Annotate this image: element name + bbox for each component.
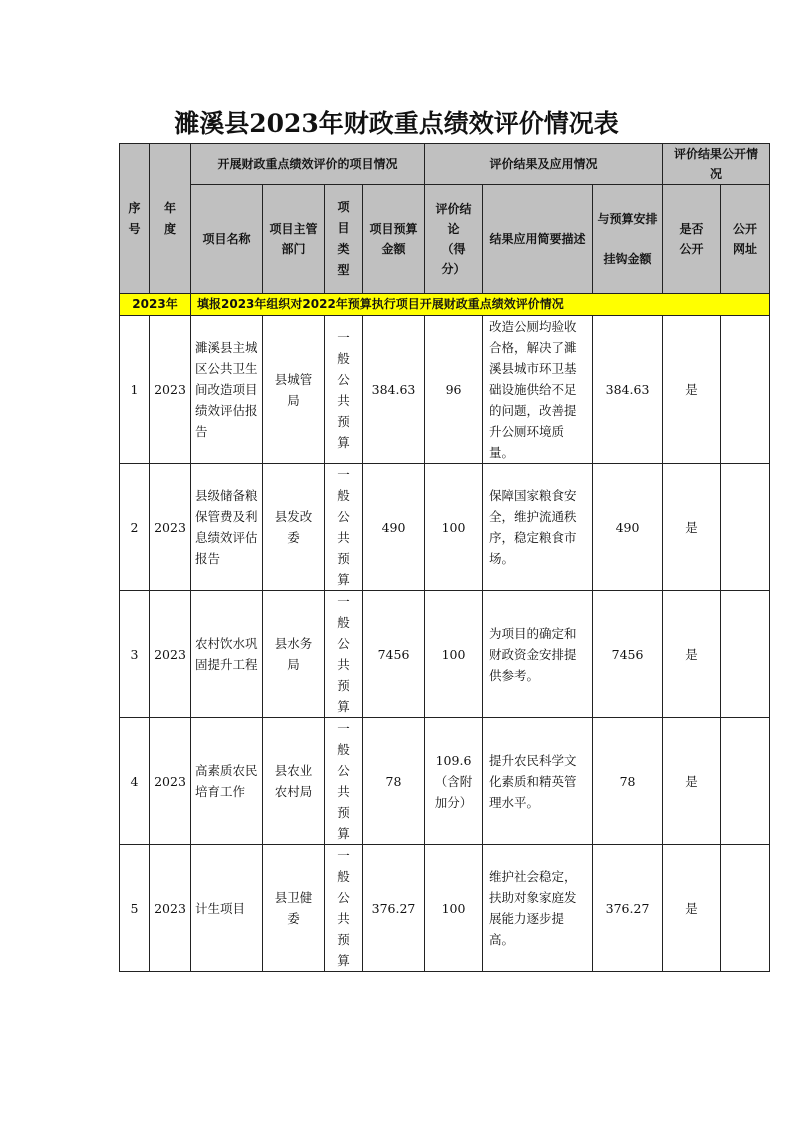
row-project-name: 计生项目 [191, 845, 263, 972]
row-dept: 县发改委 [263, 464, 325, 591]
row-dept: 县卫健委 [263, 845, 325, 972]
row-budget: 490 [363, 464, 425, 591]
row-public: 是 [663, 718, 721, 845]
row-linked: 490 [593, 464, 663, 591]
row-type: 一般公共预算 [325, 718, 363, 845]
row-linked: 384.63 [593, 316, 663, 464]
row-linked: 376.27 [593, 845, 663, 972]
row-type: 一般公共预算 [325, 845, 363, 972]
row-year: 2023 [150, 316, 191, 464]
row-public: 是 [663, 591, 721, 718]
table-row [120, 316, 770, 464]
row-linked: 7456 [593, 591, 663, 718]
row-seq: 1 [120, 316, 150, 464]
header-type: 项目类型 [325, 185, 363, 294]
header-year: 年度 [150, 144, 191, 294]
header-seq: 序号 [120, 144, 150, 294]
row-public: 是 [663, 316, 721, 464]
row-year: 2023 [150, 718, 191, 845]
row-desc: 保障国家粮食安全，维护流通秩序，稳定粮食市场。 [483, 464, 593, 591]
row-type: 一般公共预算 [325, 591, 363, 718]
row-budget: 376.27 [363, 845, 425, 972]
header-project-name: 项目名称 [191, 185, 263, 294]
row-url [721, 591, 770, 718]
row-desc: 提升农民科学文化素质和精英管理水平。 [483, 718, 593, 845]
row-seq: 5 [120, 845, 150, 972]
row-year: 2023 [150, 591, 191, 718]
row-seq: 2 [120, 464, 150, 591]
row-budget: 78 [363, 718, 425, 845]
year-section-label: 2023年 [120, 294, 191, 316]
header-group-public: 评价结果公开情况 [663, 144, 770, 185]
year-section-description: 填报2023年组织对2022年预算执行项目开展财政重点绩效评价情况 [191, 294, 770, 316]
row-url [721, 464, 770, 591]
row-score: 109.6（含附加分） [425, 718, 483, 845]
row-project-name: 高素质农民培育工作 [191, 718, 263, 845]
evaluation-table [119, 143, 770, 972]
row-year: 2023 [150, 464, 191, 591]
row-url [721, 718, 770, 845]
row-public: 是 [663, 464, 721, 591]
row-dept: 县城管局 [263, 316, 325, 464]
row-type: 一般公共预算 [325, 316, 363, 464]
row-url [721, 845, 770, 972]
header-is-public: 是否公开 [663, 185, 721, 294]
row-desc: 为项目的确定和财政资金安排提供参考。 [483, 591, 593, 718]
header-score: 评价结论 （得分） [425, 185, 483, 294]
table-row [120, 718, 770, 845]
page-title: 濉溪县2023年财政重点绩效评价情况表 [174, 109, 619, 138]
row-score: 100 [425, 845, 483, 972]
row-url [721, 316, 770, 464]
header-dept: 项目主管部门 [263, 185, 325, 294]
row-public: 是 [663, 845, 721, 972]
row-score: 96 [425, 316, 483, 464]
row-project-name: 县级储备粮保管费及利息绩效评估报告 [191, 464, 263, 591]
table-row [120, 845, 770, 972]
row-dept: 县水务局 [263, 591, 325, 718]
header-desc: 结果应用简要描述 [483, 185, 593, 294]
header-group-project: 开展财政重点绩效评价的项目情况 [191, 144, 425, 185]
header-group-result: 评价结果及应用情况 [425, 144, 663, 185]
row-budget: 384.63 [363, 316, 425, 464]
row-project-name: 农村饮水巩固提升工程 [191, 591, 263, 718]
year-section-row [120, 294, 770, 316]
row-desc: 维护社会稳定，扶助对象家庭发展能力逐步提高。 [483, 845, 593, 972]
row-linked: 78 [593, 718, 663, 845]
row-desc: 改造公厕均验收合格，解决了濉溪县城市环卫基础设施供给不足的问题，改善提升公厕环境质量。 [483, 316, 593, 464]
table-row [120, 591, 770, 718]
row-year: 2023 [150, 845, 191, 972]
header-linked: 与预算安排 挂钩金额 [593, 185, 663, 294]
row-score: 100 [425, 464, 483, 591]
header-url: 公开网址 [721, 185, 770, 294]
row-dept: 县农业农村局 [263, 718, 325, 845]
row-seq: 4 [120, 718, 150, 845]
header-budget: 项目预算金额 [363, 185, 425, 294]
row-score: 100 [425, 591, 483, 718]
table-row [120, 464, 770, 591]
row-seq: 3 [120, 591, 150, 718]
row-type: 一般公共预算 [325, 464, 363, 591]
row-project-name: 濉溪县主城区公共卫生间改造项目绩效评估报告 [191, 316, 263, 464]
row-budget: 7456 [363, 591, 425, 718]
